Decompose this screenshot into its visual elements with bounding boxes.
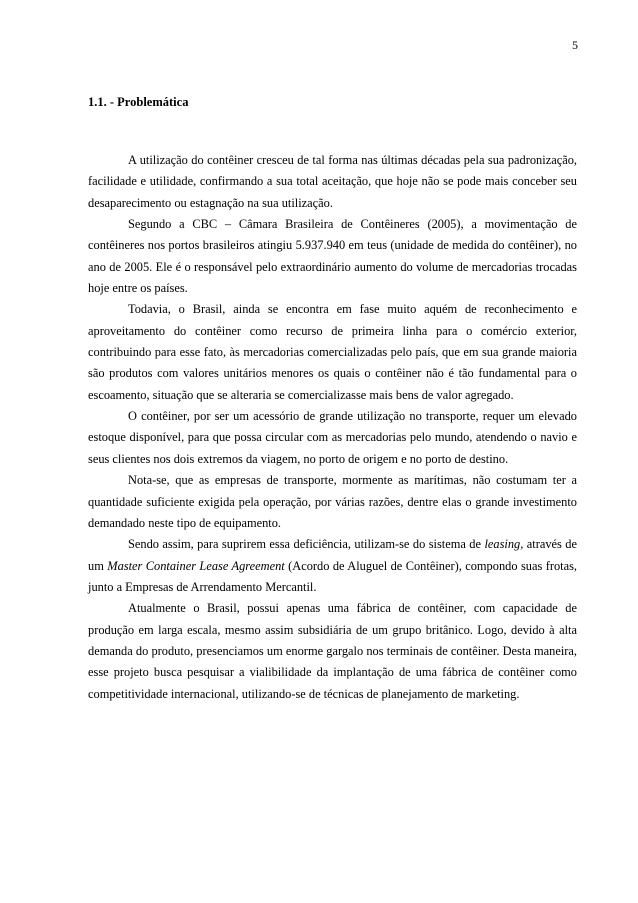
text-run: (Acordo de Aluguel de Contêiner), compondo suas frotas, junto a Empresas de Arrendamento Mercantil.	[88, 558, 578, 594]
paragraph	[88, 598, 577, 705]
text-run: O contêiner, por ser um acessório de grande utilização no transporte, requer um elevado estoque disponível, para que possa circular com as mercadorias pelo mundo, atendendo o navio e seus clientes nos dois extremos da viagem, no porto de origem e no porto de destino.	[88, 409, 577, 466]
paragraph	[88, 534, 577, 598]
paragraph	[88, 214, 577, 299]
section-title: 1.1. - Problemática	[88, 95, 189, 109]
text-run: Sendo assim, para suprirem essa deficiência, utilizam-se do sistema de	[128, 537, 485, 552]
paragraph	[88, 406, 577, 470]
text-run: Nota-se, que as empresas de transporte, mormente as marítimas, não costumam ter a quantidade suficiente exigida pela operação, por várias razões, dentre elas o grande investimento demandado neste tipo de equipamento.	[88, 473, 577, 530]
text-run: através de um	[88, 537, 577, 573]
text-run: Todavia, o Brasil, ainda se encontra em fase muito aquém de reconhecimento e aproveitamento do contêiner como recurso de primeira linha para o comércio exterior, contribuindo para esse fato, às mercadorias comercializadas pelo país, que em sua grande maioria são produtos com valores unitários menores os quais o contêiner não é tão fundamental para o escoamento, situação que se alteraria se comercializasse mais bens de valor agregado.	[88, 302, 577, 402]
paragraph	[88, 150, 577, 214]
text-run: Atualmente o Brasil, possui apenas uma fábrica de contêiner, com capacidade de produção em larga escala, mesmo assim subsidiária de um grupo britânico. Logo, devido à alta demanda do produto, presenciamos um enorme gargalo nos terminais de contêiner. Desta maneira, esse projeto busca pesquisar a vialibilidade da implantação de uma fábrica de contêiner como competitividade internacional, utilizando-se de técnicas de planejamento de marketing.	[88, 601, 577, 701]
italic-text-run: leasing,	[484, 537, 524, 552]
paragraph	[88, 299, 577, 406]
body-text	[88, 150, 577, 705]
paragraph	[88, 470, 577, 534]
text-run: A utilização do contêiner cresceu de tal forma nas últimas décadas pela sua padronização, facilidade e utilidade, confirmando a sua total aceitação, que hoje não se pode mais conceber seu desaparecimento ou estagnação na sua utilização.	[88, 153, 577, 210]
italic-text-run: Master Container Lease Agreement	[107, 558, 285, 573]
text-run: Segundo a CBC – Câmara Brasileira de Contêineres (2005), a movimentação de contêineres nos portos brasileiros atingiu 5.937.940 em teus (unidade de medida do contêiner), no ano de 2005. Ele é o responsável pelo extraordinário aumento do volume de mercadorias trocadas hoje entre os países.	[88, 217, 577, 296]
page-number: 5	[572, 38, 578, 52]
